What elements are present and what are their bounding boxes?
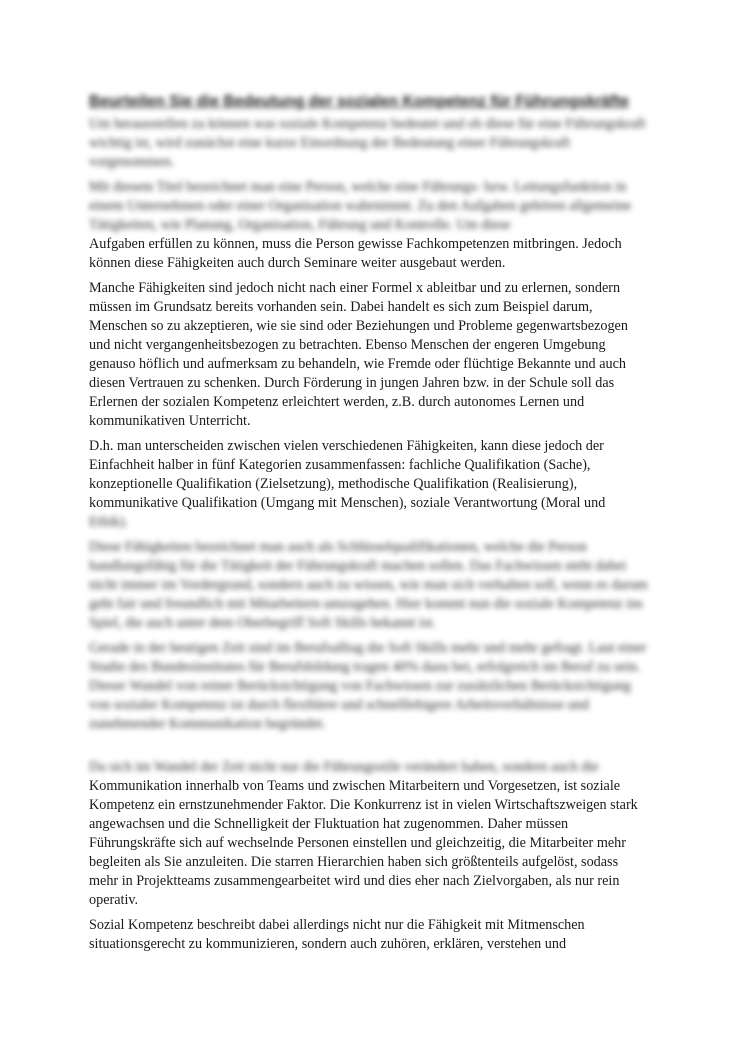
paragraph-soft-skills-blurred: Gerade in der heutigen Zeit sind im Berufsalltag die Soft Skills mehr und mehr gefragt. Laut einer Studie des Bundesinstitutes für Berufsbildung tragen 40% dazu bei, erfolgreich im Beruf zu sein. Dieser Wandel von reiner Berücksichtigung von Fachwissen zur zusätzlichen Berücksichtigung von sozialer Kompetenz ist durch flexiblere und schnelllebigere Arbeitsverhältnisse und zunehmender Kommunikation begründet. — [89, 640, 647, 732]
paragraph-categories-blurred-end: Ethik). — [89, 514, 129, 530]
paragraph-communication — [89, 758, 649, 910]
paragraph-categories-text: D.h. man unterscheiden zwischen vielen verschiedenen Fähigkeiten, kann diese jedoch der Einfachheit halber in fünf Kategorien zusammenfassen: fachliche Qualifikation (Sache), konzeptionelle Qualifikation (Zielsetzung), methodische Qualifikation (Realisierung), kommunikative Qualifikation (Umgang mit Menschen), soziale Verantwortung (Moral und — [89, 438, 606, 511]
paragraph-leader-definition — [89, 178, 649, 273]
paragraph-categories — [89, 437, 649, 532]
paragraph-leader-definition-line1: Aufgaben erfüllen zu können, muss die Person gewisse Fachkompetenzen mitbringen. Jedoch — [89, 236, 622, 252]
paragraph-abilities: Manche Fähigkeiten sind jedoch nicht nach einer Formel x ableitbar und zu erlernen, sondern müssen im Grundsatz bereits vorhanden sein. Dabei handelt es sich zum Beispiel darum, Menschen so zu akzeptieren, wie sie sind oder Beziehungen und Probleme gegenwartsbezogen und nicht vergangenheitsbezogen zu betrachten. Ebenso Menschen der engeren Umgebung genauso höflich und aufmerksam zu behandeln, wie Fremde oder flüchtige Bekannte und auch diesen Vertrauen zu schenken. Durch Förderung in jungen Jahren bzw. in der Schule soll das Erlernen der sozialen Kompetenz erleichtert werden, z.B. durch autonomes Lernen und kommunikativen Unterricht. — [89, 280, 628, 429]
paragraph-social-competence: Sozial Kompetenz beschreibt dabei allerdings nicht nur die Fähigkeit mit Mitmenschen situationsgerecht zu kommunizieren, sondern auch zuhören, erklären, verstehen und — [89, 917, 585, 952]
paragraph-intro-blurred: Um herausstellen zu können was soziale Kompetenz bedeutet und ob diese für eine Führungskraft wichtig ist, wird zunächst eine kurze Einordnung der Bedeutung einer Führungskraft vorgenommen. — [89, 116, 646, 170]
paragraph-gap — [89, 740, 649, 758]
paragraph-key-qualifications-blurred: Diese Fähigkeiten bezeichnet man auch als Schlüsselqualifikationen, welche die Person handlungsfähig für die Tätigkeit der Führungskraft machen sollen. Das Fachwissen steht dabei nicht immer im Vordergrund, sondern auch zu wissen, wie man sich verhalten soll, wenn es darum geht fair und freundlich mit Mitarbeitern umzugehen. Hier kommt nun die soziale Kompetenz ins Spiel, die auch unter dem Oberbegriff Soft Skills bekannt ist. — [89, 539, 648, 631]
paragraph-communication-text: Kommunikation innerhalb von Teams und zwischen Mitarbeitern und Vorgesetzen, ist soziale Kompetenz ein ernstzunehmender Faktor. Die Konkurrenz ist in vielen Wirtschaftszweigen stark angewachsen und die Schnelligkeit der Fluktuation hat zugenommen. Daher müssen Führungskräfte sich auf wechselnde Personen einstellen und gleichzeitig, die Mitarbeiter mehr begleiten als Sie anzuleiten. Die starren Hierarchien haben sich größtenteils aufgelöst, sodass mehr in Projektteams zusammengearbeitet wird und dies eher nach Zielvorgaben, als nur rein operativ. — [89, 778, 638, 908]
paragraph-communication-blurred-line: Da sich im Wandel der Zeit nicht nur die Führungsstile verändert haben, sondern auch die — [89, 759, 599, 775]
paragraph-leader-definition-line2: können diese Fähigkeiten auch durch Seminare weiter ausgebaut werden. — [89, 255, 506, 271]
document-title: Beurteilen Sie die Bedeutung der sozialen Kompetenz für Führungskräfte — [89, 93, 629, 110]
paragraph-leader-definition-blurred: Mit diesem Titel bezeichnet man eine Person, welche eine Führungs- bzw. Leitungsfunktion in einem Unternehmen oder einer Organisation wahrnimmt. Zu den Aufgaben gehören allgemeine Tätigkeiten, wie Planung, Organisation, Führung und Kontrolle. Um diese — [89, 179, 632, 233]
document-body — [89, 92, 649, 960]
